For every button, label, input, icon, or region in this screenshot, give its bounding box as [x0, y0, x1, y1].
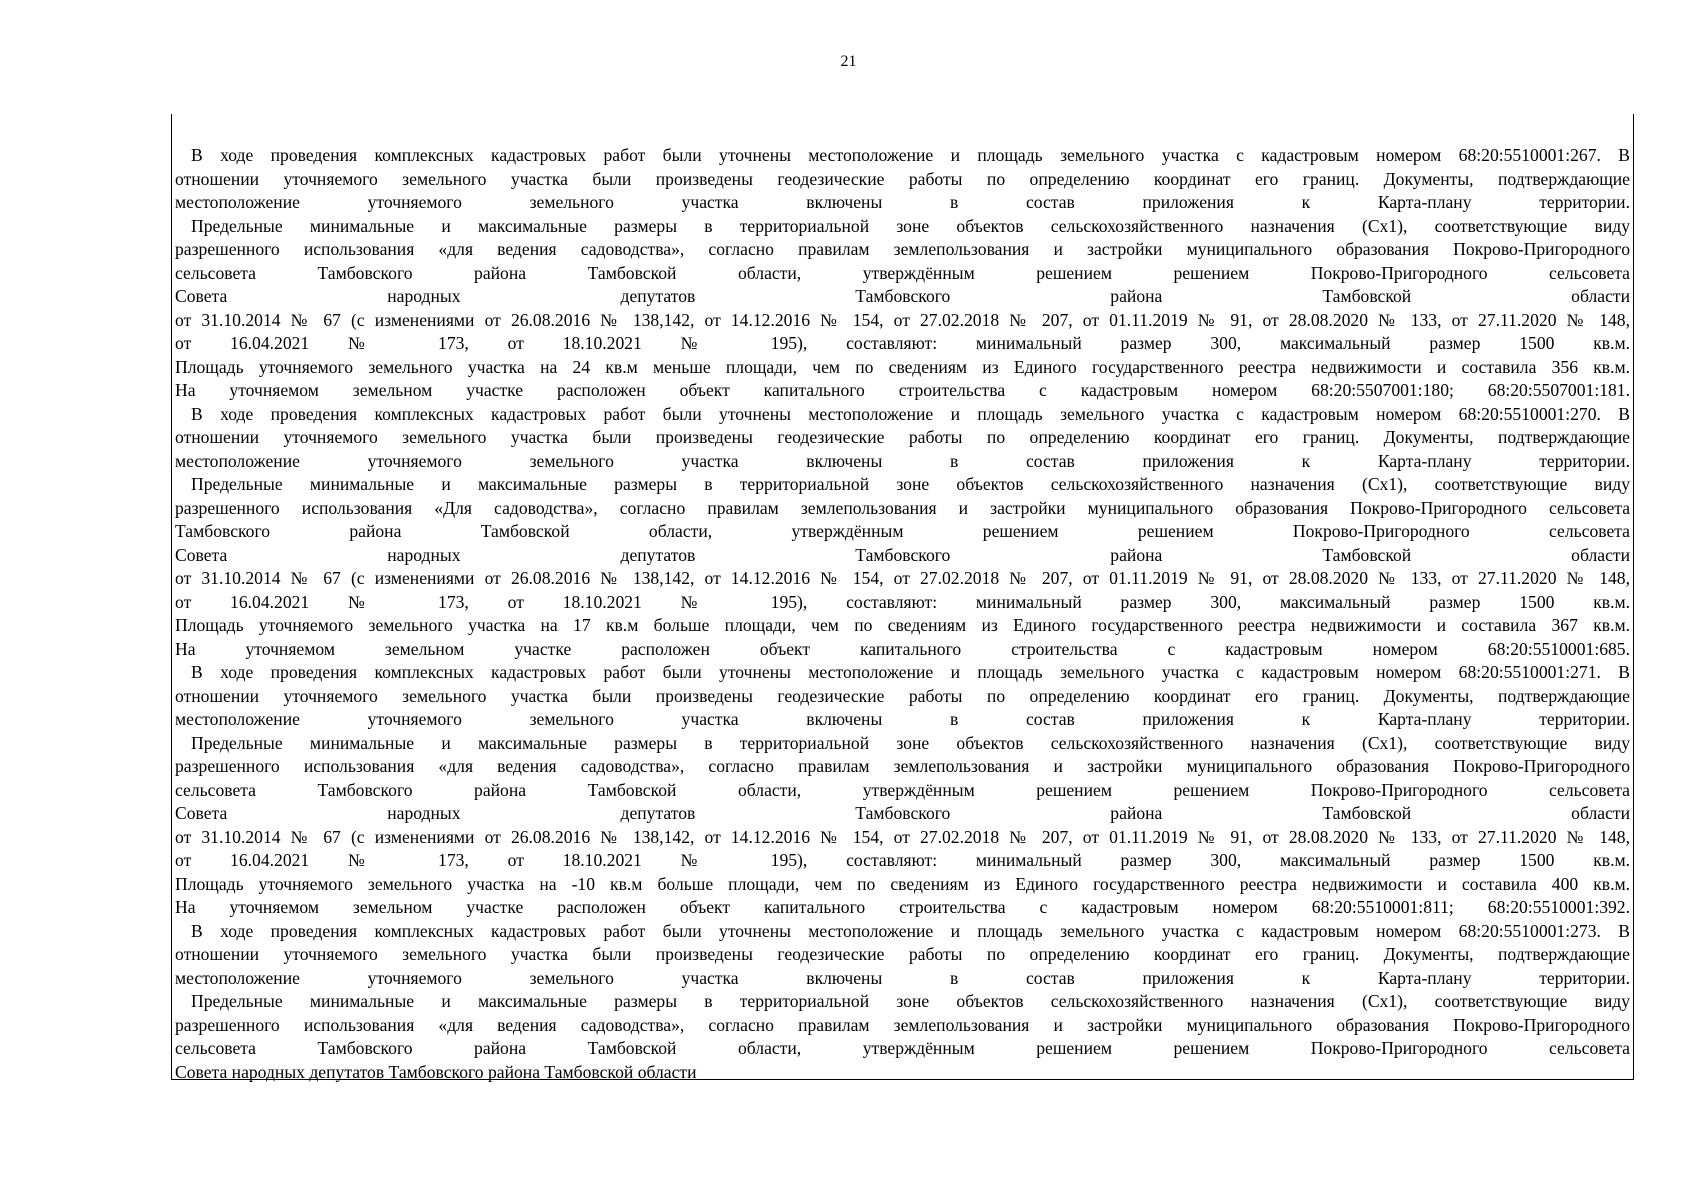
- text-line: от 31.10.2014 № 67 (с изменениями от 26.08.2016 № 138,142, от 14.12.2016 № 154, от 27.02.2018 № 207, от 01.11.2019 № 91, от 28.08.2020 № 133, от 27.11.2020 № 148,: [175, 309, 1630, 330]
- text-line: На уточняемом земельном участке расположен объект капитального строительства с кадастровым номером 68:20:5510001:811; 68:20:5510001:392.: [175, 897, 1630, 917]
- text-line: Совета народных депутатов Тамбовского района Тамбовской области: [175, 544, 1630, 565]
- text-line: В ходе проведения комплексных кадастровых работ были уточнены местоположение и площадь земельного участка с кадастровым номером 68:20:5510001:267. В: [191, 145, 1630, 165]
- text-line: местоположение уточняемого земельного участка включены в состав приложения к Карта-плану территории.: [175, 192, 1630, 212]
- text-line: от 31.10.2014 № 67 (с изменениями от 26.08.2016 № 138,142, от 14.12.2016 № 154, от 27.02.2018 № 207, от 01.11.2019 № 91, от 28.08.2020 № 133, от 27.11.2020 № 148,: [175, 568, 1630, 588]
- text-line: разрешенного использования «Для садоводства», согласно правилам землепользования и застройки муниципального образования Покрово-Пригородного сельсовета: [175, 497, 1630, 518]
- text-line: от 16.04.2021 № 173, от 18.10.2021 № 195), составляют: минимальный размер 300, максимальный размер 1500 кв.м.: [175, 591, 1630, 612]
- text-line: В ходе проведения комплексных кадастровых работ были уточнены местоположение и площадь земельного участка с кадастровым номером 68:20:5510001:273. В: [191, 920, 1630, 941]
- text-line: Совета народных депутатов Тамбовского района Тамбовской области: [175, 1061, 697, 1082]
- text-line: разрешенного использования «для ведения садоводства», согласно правилам землепользования и застройки муниципального образования Покрово-Пригородного: [175, 1014, 1630, 1035]
- content-box: [171, 114, 1634, 1080]
- text-line: местоположение уточняемого земельного участка включены в состав приложения к Карта-плану территории.: [175, 967, 1630, 988]
- text-line: В ходе проведения комплексных кадастровых работ были уточнены местоположение и площадь земельного участка с кадастровым номером 68:20:5510001:271. В: [191, 662, 1630, 682]
- text-line: отношении уточняемого земельного участка были произведены геодезические работы по определению координат его границ. Документы, подтверждающие: [175, 427, 1630, 447]
- text-line: На уточняемом земельном участке расположен объект капитального строительства с кадастровым номером 68:20:5510001:685.: [175, 638, 1630, 659]
- text-line: В ходе проведения комплексных кадастровых работ были уточнены местоположение и площадь земельного участка с кадастровым номером 68:20:5510001:270. В: [191, 403, 1630, 424]
- text-line: сельсовета Тамбовского района Тамбовской области, утверждённым решением решением Покрово-Пригородного сельсовета: [175, 262, 1630, 283]
- text-line: Совета народных депутатов Тамбовского района Тамбовской области: [175, 803, 1630, 823]
- text-line: Предельные минимальные и максимальные размеры в территориальной зоне объектов сельскохозяйственного назначения (Сх1), соответствующие виду: [191, 732, 1630, 753]
- page-number: 21: [840, 53, 857, 70]
- text-line: Предельные минимальные и максимальные размеры в территориальной зоне объектов сельскохозяйственного назначения (Сх1), соответствующие виду: [191, 474, 1630, 494]
- text-line: от 16.04.2021 № 173, от 18.10.2021 № 195), составляют: минимальный размер 300, максимальный размер 1500 кв.м.: [175, 850, 1630, 870]
- text-line: Площадь уточняемого земельного участка на -10 кв.м больше площади, чем по сведениям из Единого государственного реестра недвижимости и составила 400 кв.м.: [175, 873, 1630, 894]
- text-line: отношении уточняемого земельного участка были произведены геодезические работы по определению координат его границ. Документы, подтверждающие: [175, 685, 1630, 706]
- text-line: местоположение уточняемого земельного участка включены в состав приложения к Карта-плану территории.: [175, 709, 1630, 729]
- text-line: разрешенного использования «для ведения садоводства», согласно правилам землепользования и застройки муниципального образования Покрово-Пригородного: [175, 756, 1630, 776]
- text-line: Площадь уточняемого земельного участка на 17 кв.м больше площади, чем по сведениям из Единого государственного реестра недвижимости и составила 367 кв.м.: [175, 615, 1630, 635]
- text-line: отношении уточняемого земельного участка были произведены геодезические работы по определению координат его границ. Документы, подтверждающие: [175, 168, 1630, 189]
- text-line: Тамбовского района Тамбовской области, утверждённым решением решением Покрово-Пригородного сельсовета: [175, 521, 1630, 541]
- document-text: [175, 144, 1630, 1084]
- text-line: сельсовета Тамбовского района Тамбовской области, утверждённым решением решением Покрово-Пригородного сельсовета: [175, 779, 1630, 800]
- text-line: сельсовета Тамбовского района Тамбовской области, утверждённым решением решением Покрово-Пригородного сельсовета: [175, 1038, 1630, 1058]
- text-line: На уточняемом земельном участке расположен объект капитального строительства с кадастровым номером 68:20:5507001:180; 68:20:5507001:181.: [175, 380, 1630, 400]
- text-line: Предельные минимальные и максимальные размеры в территориальной зоне объектов сельскохозяйственного назначения (Сх1), соответствующие виду: [191, 991, 1630, 1011]
- text-line: Площадь уточняемого земельного участка на 24 кв.м меньше площади, чем по сведениям из Единого государственного реестра недвижимости и составила 356 кв.м.: [175, 356, 1630, 377]
- text-line: местоположение уточняемого земельного участка включены в состав приложения к Карта-плану территории.: [175, 450, 1630, 471]
- text-line: Предельные минимальные и максимальные размеры в территориальной зоне объектов сельскохозяйственного назначения (Сх1), соответствующие виду: [191, 215, 1630, 236]
- text-line: отношении уточняемого земельного участка были произведены геодезические работы по определению координат его границ. Документы, подтверждающие: [175, 944, 1630, 964]
- text-line: Совета народных депутатов Тамбовского района Тамбовской области: [175, 286, 1630, 306]
- text-line: от 16.04.2021 № 173, от 18.10.2021 № 195), составляют: минимальный размер 300, максимальный размер 1500 кв.м.: [175, 333, 1630, 353]
- text-line: разрешенного использования «для ведения садоводства», согласно правилам землепользования и застройки муниципального образования Покрово-Пригородного: [175, 239, 1630, 259]
- text-line: от 31.10.2014 № 67 (с изменениями от 26.08.2016 № 138,142, от 14.12.2016 № 154, от 27.02.2018 № 207, от 01.11.2019 № 91, от 28.08.2020 № 133, от 27.11.2020 № 148,: [175, 826, 1630, 847]
